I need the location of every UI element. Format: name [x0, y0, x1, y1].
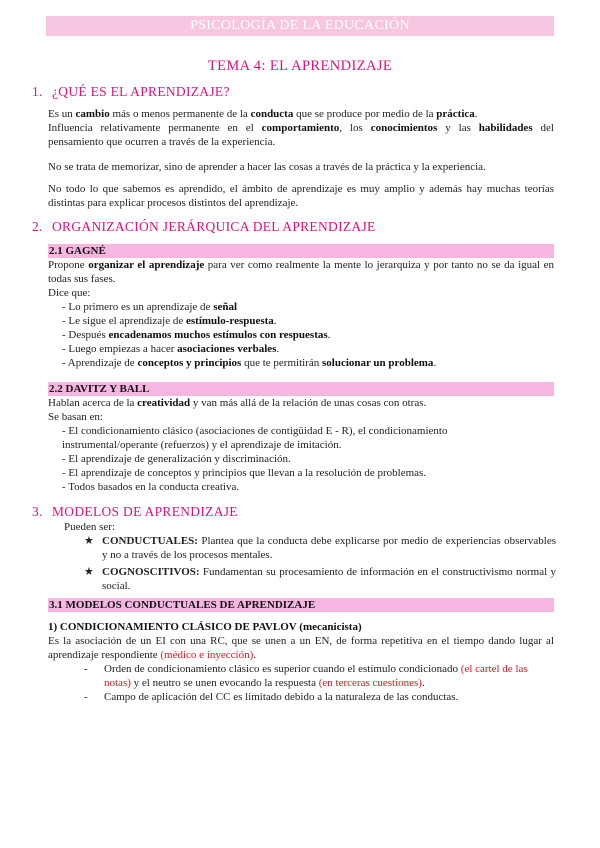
section-3-1-heading-bar: 3.1 MODELOS CONDUCTUALES DE APRENDIZAJE — [48, 598, 554, 612]
list-item: - El condicionamiento clásico (asociaciones de contigüidad E - R), el condicionamiento instrumental/operante (refuerzos) y el aprendizaje de imitación. — [62, 425, 448, 451]
star-icon: ★ — [84, 566, 94, 578]
section-1-heading — [32, 84, 230, 100]
list-item: - Aprendizaje de conceptos y principios que te permitirán solucionar un problema. — [62, 357, 437, 369]
topic-title: TEMA 4: EL APRENDIZAJE — [207, 58, 393, 74]
section-3-pueden: Pueden ser: — [64, 521, 116, 533]
pavlov-intro: Es la asociación de un EI con una RC, que se unen a un EN, de forma repetitiva en el tiempo dando lugar al aprendizaje respondiente (médico e inyección). — [48, 635, 554, 661]
section-3-number: 3. — [32, 504, 43, 519]
gagne-intro: Propone organizar el aprendizaje para ver como realmente la mente lo jerarquiza y por tanto no se da igual en todas sus fases. — [48, 259, 554, 285]
list-item: - Campo de aplicación del CC es limitado debido a la naturaleza de las conductas. — [84, 691, 459, 703]
section-2-title: ORGANIZACIÓN JERÁRQUICA DEL APRENDIZAJE — [52, 219, 376, 234]
section-1-paragraph-4: No todo lo que sabemos es aprendido, el ámbito de aprendizaje es muy amplio y además hay muchas teorías distintas para explicar procesos distintos del aprendizaje. — [48, 183, 554, 209]
list-item: - Lo primero es un aprendizaje de señal — [62, 301, 238, 313]
header-banner: PSICOLOGÍA DE LA EDUCACIÓN — [46, 16, 554, 36]
list-item: - Le sigue el aprendizaje de estímulo-respuesta. — [62, 315, 277, 327]
section-1-paragraph-1: Es un cambio más o menos permanente de la conducta que se produce por medio de la práctica. — [48, 108, 478, 120]
list-item: ★ COGNOSCITIVOS: Fundamentan su procesamiento de información en el constructivismo normal y social. — [84, 566, 556, 592]
section-3-title: MODELOS DE APRENDIZAJE — [52, 504, 238, 519]
section-3-heading — [32, 504, 238, 520]
list-item: - Orden de condicionamiento clásico es superior cuando el estímulo condicionado (el cartel de las notas) y el neutro se unen evocando la respuesta (en terceras cuestiones). — [84, 663, 528, 689]
list-item: - El aprendizaje de conceptos y principios que llevan a la resolución de problemas. — [62, 467, 427, 479]
list-item: - Después encadenamos muchos estímulos con respuestas. — [62, 329, 331, 341]
davitz-basan: Se basan en: — [48, 411, 103, 423]
section-1-number: 1. — [32, 84, 43, 99]
list-item: ★ CONDUCTUALES: Plantea que la conducta debe explicarse por medio de experiencias observables y no a través de los procesos mentales. — [84, 535, 556, 561]
gagne-dice: Dice que: — [48, 287, 91, 299]
davitz-heading-bar: 2.2 DAVITZ Y BALL — [48, 382, 554, 396]
pavlov-title: 1) CONDICIONAMIENTO CLÁSICO DE PAVLOV (mecanicista) — [48, 621, 362, 633]
star-icon: ★ — [84, 535, 94, 547]
section-2-heading — [32, 219, 376, 235]
section-1-paragraph-2: Influencia relativamente permanente en el comportamiento, los conocimientos y las habilidades del pensamiento que ocurren a través de la experiencia. — [48, 122, 554, 148]
section-1-title: ¿QUÉ ES EL APRENDIZAJE? — [52, 84, 230, 99]
section-1-paragraph-3: No se trata de memorizar, sino de aprender a hacer las cosas a través de la práctica y la experiencia. — [48, 161, 486, 173]
gagne-heading-bar: 2.1 GAGNÉ — [48, 244, 554, 258]
davitz-list — [62, 424, 532, 494]
list-item: - Todos basados en la conducta creativa. — [62, 481, 240, 493]
davitz-intro: Hablan acerca de la creatividad y van más allá de la relación de unas cosas con otras. — [48, 397, 427, 409]
section-2-number: 2. — [32, 219, 43, 234]
pavlov-list — [84, 662, 556, 704]
models-list — [84, 534, 556, 593]
list-dash: - — [84, 663, 88, 675]
list-item: - El aprendizaje de generalización y discriminación. — [62, 453, 291, 465]
list-item: - Luego empiezas a hacer asociaciones verbales. — [62, 343, 280, 355]
list-dash: - — [84, 691, 88, 703]
gagne-list — [62, 300, 436, 370]
